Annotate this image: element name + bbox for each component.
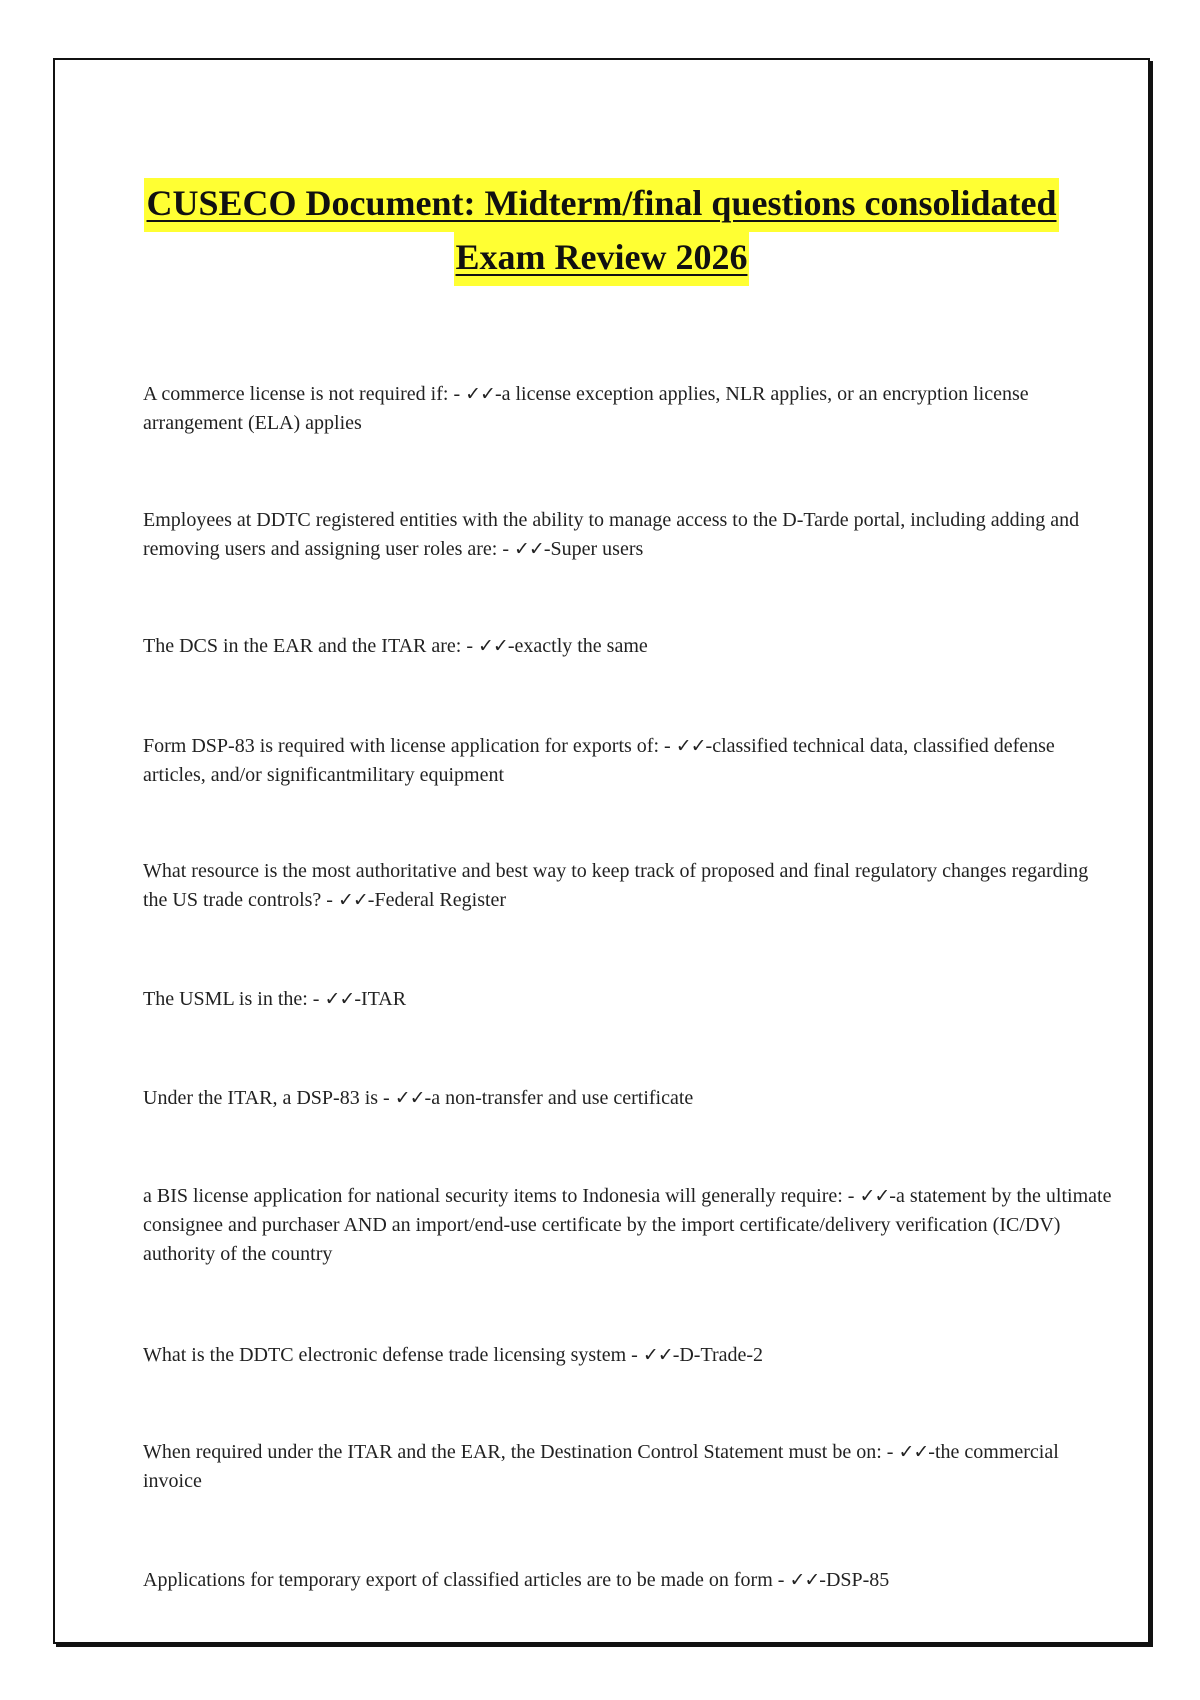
- question-text: a BIS license application for national security items to Indonesia will generally require: -: [143, 1185, 860, 1207]
- answer-text: -classified technical data, classified defense articles, and/or significantmilitary equipment: [143, 735, 1055, 786]
- answer-text: -DSP-85: [819, 1569, 890, 1591]
- document-title: [55, 178, 1148, 286]
- answer-text: -the commercial invoice: [143, 1441, 1059, 1492]
- answer-text: -exactly the same: [507, 635, 648, 657]
- qa-item: [143, 1438, 1113, 1496]
- question-text: Under the ITAR, a DSP-83 is -: [143, 1087, 395, 1109]
- answer-text: -a non-transfer and use certificate: [424, 1087, 694, 1109]
- qa-item: [143, 632, 1113, 661]
- document-page: [53, 58, 1150, 1644]
- question-text: Applications for temporary export of classified articles are to be made on form -: [143, 1569, 790, 1591]
- check-icon: ✓✓: [337, 889, 368, 911]
- title-line-1: CUSECO Document: Midterm/final questions consolidated: [144, 178, 1058, 232]
- check-icon: ✓✓: [514, 538, 544, 560]
- question-text: The USML is in the: -: [143, 988, 325, 1010]
- qa-item: [143, 857, 1113, 915]
- check-icon: ✓✓: [478, 635, 508, 657]
- qa-item: [143, 732, 1113, 790]
- qa-item: [143, 380, 1113, 438]
- check-icon: ✓✓: [642, 1344, 673, 1366]
- answer-text: -ITAR: [354, 988, 407, 1010]
- check-icon: ✓✓: [675, 735, 706, 757]
- check-icon: ✓✓: [324, 988, 355, 1010]
- qa-item: [143, 985, 1113, 1014]
- answer-text: -D-Trade-2: [672, 1344, 764, 1366]
- title-line-2: Exam Review 2026: [454, 232, 750, 286]
- qa-item: [143, 506, 1113, 564]
- qa-item: [143, 1084, 1113, 1113]
- answer-text: -a license exception applies, NLR applies, or an encryption license arrangement (ELA) applies: [143, 383, 1029, 434]
- check-icon: ✓✓: [465, 383, 495, 405]
- answer-text: -Super users: [543, 538, 644, 560]
- question-text: When required under the ITAR and the EAR, the Destination Control Statement must be on: -: [143, 1441, 899, 1463]
- check-icon: ✓✓: [394, 1087, 425, 1109]
- question-text: Form DSP-83 is required with license application for exports of: -: [143, 735, 676, 757]
- question-text: What resource is the most authoritative and best way to keep track of proposed and final regulatory changes regarding the US trade controls? -: [143, 860, 1089, 911]
- qa-item: [143, 1566, 1113, 1595]
- qa-item: [143, 1182, 1113, 1269]
- question-text: What is the DDTC electronic defense trade licensing system -: [143, 1344, 643, 1366]
- question-text: Employees at DDTC registered entities with the ability to manage access to the D-Tarde portal, including adding and removing users and assigning user roles are: -: [143, 509, 1080, 560]
- question-text: A commerce license is not required if: -: [143, 383, 466, 405]
- answer-text: -a statement by the ultimate consignee and purchaser AND an import/end-use certificate by the import certificate/delivery verification (IC/DV) authority of the country: [143, 1185, 1112, 1265]
- qa-item: [143, 1341, 1113, 1370]
- check-icon: ✓✓: [898, 1441, 929, 1463]
- answer-text: -Federal Register: [367, 889, 507, 911]
- check-icon: ✓✓: [859, 1185, 890, 1207]
- question-text: The DCS in the EAR and the ITAR are: -: [143, 635, 478, 657]
- check-icon: ✓✓: [789, 1569, 820, 1591]
